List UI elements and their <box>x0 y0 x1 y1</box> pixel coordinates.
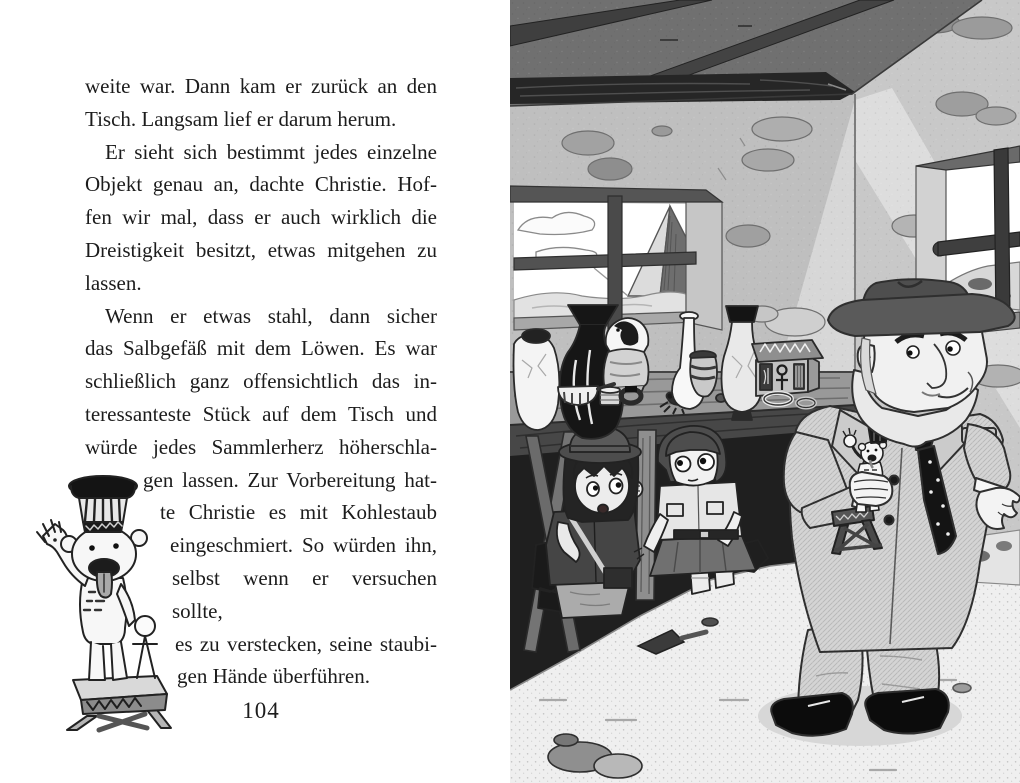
statue-drawing <box>33 474 181 734</box>
bag <box>604 568 632 588</box>
text-line: gen lassen. Zur Vorbereitung hat- <box>143 467 437 492</box>
scene-illustration <box>510 0 1020 783</box>
text-line: selbst wenn er versuchen sollte, <box>172 565 437 623</box>
text-line: Er sieht sich bestimmt jedes einzelne <box>105 139 437 164</box>
text-line: weite war. Dann kam er zurück an den <box>85 74 437 98</box>
text-line: fen wir mal, dass er auch wirklich die <box>85 205 437 230</box>
ankh-figurine <box>133 616 157 678</box>
text-line: es zu verstecken, seine staubi- <box>175 631 437 656</box>
text-line: lassen. <box>85 270 142 295</box>
skirt <box>650 536 756 576</box>
text-line: eingeschmiert. So würden ihn, <box>170 533 437 558</box>
statue-head <box>61 527 147 598</box>
text-line: Tisch. Langsam lief er darum herum. <box>85 106 397 131</box>
decorated-chest <box>752 340 823 396</box>
shoe <box>771 693 853 736</box>
hat-brim <box>828 294 1015 336</box>
text-line: Dreistigkeit besitzt, etwas mitgehen zu <box>85 237 437 262</box>
text-line: schließlich ganz offensichtlich das in- <box>85 369 437 394</box>
stool <box>67 676 171 730</box>
banded-urn <box>690 351 717 397</box>
chest-pocket <box>667 504 683 516</box>
jacket-button <box>885 516 894 525</box>
text-line: Objekt genau an, dachte Christie. Hof- <box>85 172 437 197</box>
white-crackle-vase <box>514 329 560 430</box>
belt-buckle <box>700 531 709 538</box>
text-line: würde jedes Sammlerherz höherschla- <box>85 434 437 459</box>
text-line: das Salbgefäß mit dem Löwen. Es war <box>85 336 437 361</box>
striped-crown <box>69 476 137 532</box>
text-line: Wenn er etwas stahl, dann sicher <box>105 303 437 328</box>
text-line: gen Hände überführen. <box>177 664 370 689</box>
coin-stack <box>600 387 620 405</box>
window-bar-vertical <box>994 148 1010 320</box>
page-number: 104 <box>242 698 280 723</box>
text-line: teressanteste Stück auf dem Tisch und <box>85 401 437 426</box>
text-line: te Christie es mit Kohlestaub <box>160 500 437 525</box>
open-mouth <box>598 505 608 514</box>
canopic-jar-with-bird-lid <box>604 318 649 392</box>
chest-pocket <box>707 502 723 514</box>
